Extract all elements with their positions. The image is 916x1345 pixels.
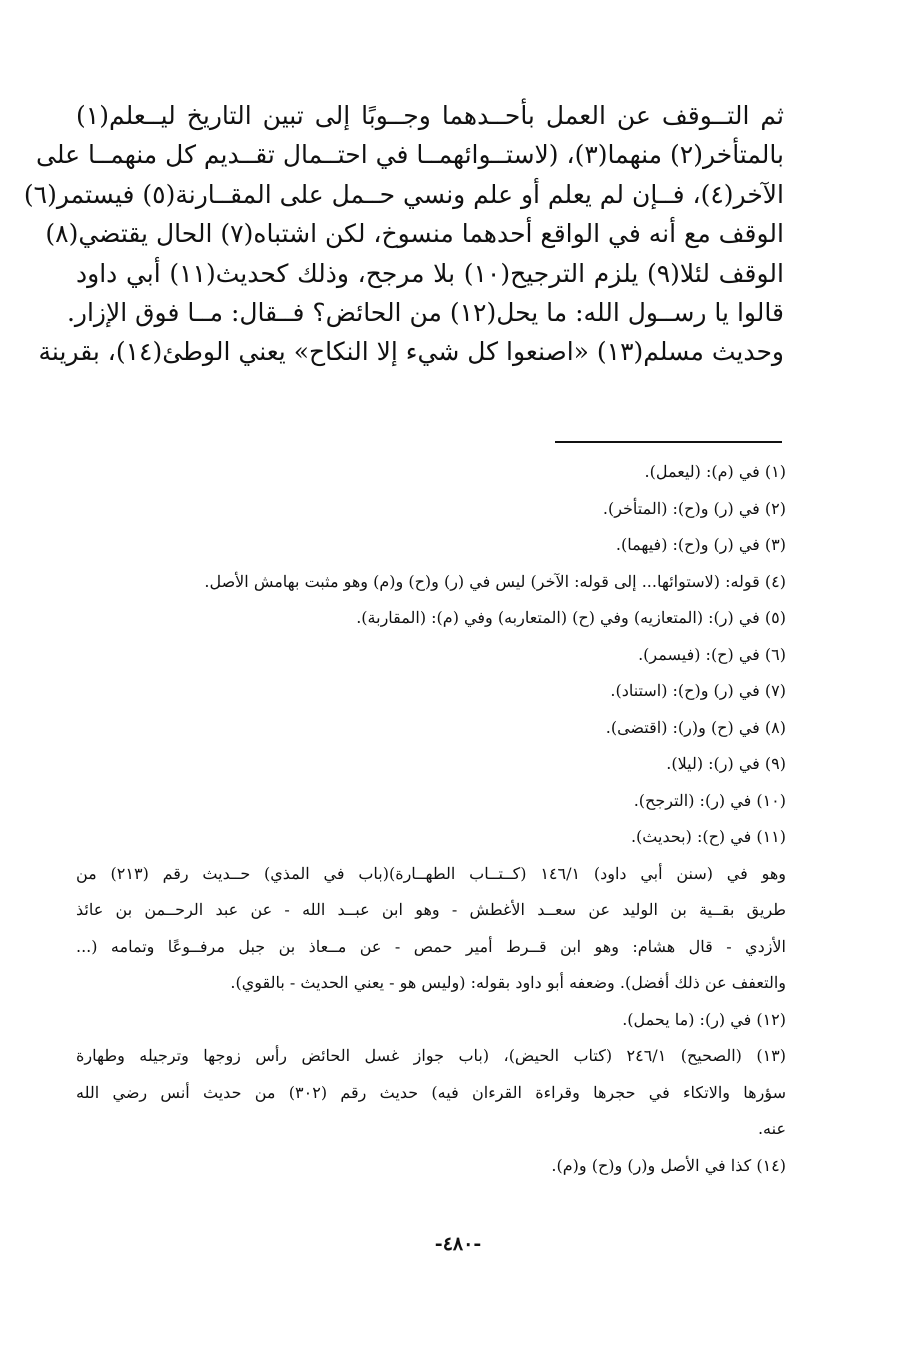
main-text bbox=[23, 96, 784, 372]
footnote: (١٢) في (ر): (ما يحمل). bbox=[622, 1009, 786, 1029]
text-line: قالوا يا رســول الله: ما يحل(١٢) من الحائض؟ فــقال: مــا فوق الإزار. bbox=[66, 298, 784, 328]
footnote: (٨) في (ح) و(ر): (اقتضى). bbox=[605, 717, 786, 737]
footnote: (١٤) كذا في الأصل و(ر) و(ح) و(م). bbox=[551, 1155, 786, 1175]
footnote: (٦) في (ح): (فيسمر). bbox=[638, 644, 786, 664]
text-line: بالمتأخر(٢) منهما(٣)، (لاستــوائهمــا في احتــمال تقــديم كل منهمــا على bbox=[36, 140, 784, 170]
footnote-continuation: سؤرها والاتكاء في حجرها وقراءة القرءان فيه) حديث رقم (٣٠٢) من حديث أنس رضي الله bbox=[76, 1082, 787, 1102]
footnote-separator bbox=[555, 441, 782, 443]
footnote: (٤) قوله: (لاستوائها... إلى قوله: الآخر) ليس في (ر) و(ح) و(م) وهو مثبت بهامش الأصل. bbox=[204, 571, 786, 591]
footnote-continuation: عنه. bbox=[757, 1119, 786, 1138]
text-line: الوقف لئلا(٩) يلزم الترجيح(١٠) بلا مرجح، وذلك كحديث(١١) أبي داود bbox=[76, 258, 784, 288]
footnote: (١١) في (ح): (بحديث). bbox=[630, 827, 786, 846]
footnote-continuation: والتعفف عن ذلك أفضل). وضعفه أبو داود بقوله: (وليس هو - يعني الحديث - بالقوي). bbox=[230, 973, 786, 992]
footnote: (٩) في (ر): (ليلا). bbox=[666, 754, 786, 773]
footnote: (٧) في (ر) و(ح): (استناد). bbox=[610, 681, 786, 700]
footnote-continuation: وهو في (سنن أبي داود) ١٤٦/١ (كــتــاب الطهــارة)(باب في المذي) حــديث رقم (٢١٣) من bbox=[76, 863, 787, 883]
text-line: الآخر(٤)، فــإن لم يعلم أو علم ونسي حــمل على المقــارنة(٥) فيستمر(٦) bbox=[23, 179, 784, 209]
footnote: (١) في (م): (ليعمل). bbox=[644, 462, 786, 481]
footnote: (٥) في (ر): (المتعازيه) وفي (ح) (المتعاربه) وفي (م): (المقاربة). bbox=[356, 608, 786, 627]
text-line: وحديث مسلم(١٣) «اصنعوا كل شيء إلا النكاح» يعني الوطئ(١٤)، بقرينة bbox=[38, 337, 784, 367]
footnote: (٣) في (ر) و(ح): (فيهما). bbox=[615, 535, 786, 554]
page-number: -٤٨٠- bbox=[434, 1233, 482, 1255]
text-line: ثم التــوقف عن العمل بأحــدهما وجــوبًا إلى تبين التاريخ ليــعلم(١) bbox=[76, 101, 784, 130]
footnote: (٢) في (ر) و(ح): (المتأخر). bbox=[602, 498, 786, 518]
footnote-continuation: طريق بقــية بن الوليد عن سعــد الأغطش - وهو ابن عبــد الله - عن عبد الرحــمن بن عائذ bbox=[76, 900, 787, 919]
text-line: الوقف مع أنه في الواقع أحدهما منسوخ، لكن اشتباه(٧) الحال يقتضي(٨) bbox=[45, 219, 784, 249]
footnote: (١٣) (الصحيح) ٢٤٦/١ (كتاب الحيض)، (باب جواز غسل الحائض رأس زوجها وترجيله وطهارة bbox=[76, 1046, 787, 1065]
footnote-continuation: الأزدي - قال هشام: وهو ابن قــرط أمير حمص - عن مــعاذ بن جبل مرفــوعًا وتمامه (... bbox=[76, 936, 786, 956]
footnote: (١٠) في (ر): (الترجح). bbox=[633, 790, 786, 810]
footnotes bbox=[76, 454, 786, 1184]
